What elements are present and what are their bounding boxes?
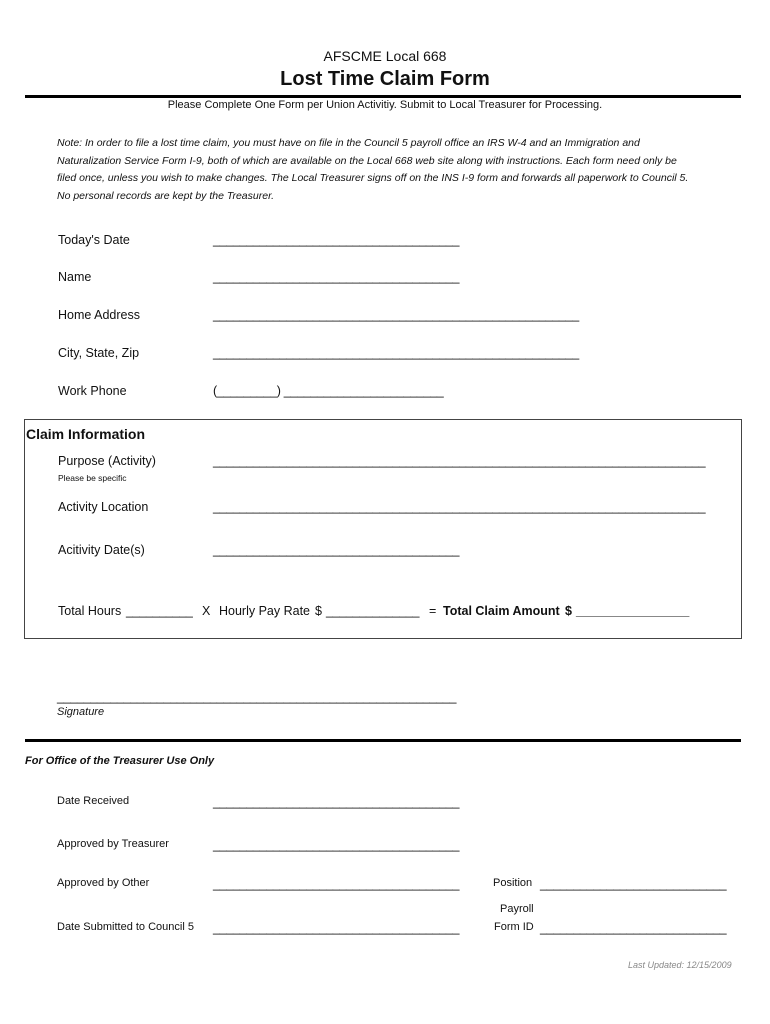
equals-symbol: = [429, 604, 437, 618]
organization-name: AFSCME Local 668 [323, 48, 447, 64]
total-hours-field[interactable]: __________ [126, 604, 193, 618]
work-phone-field[interactable]: (_________) ________________________ [213, 384, 444, 398]
claim-information-title: Claim Information [26, 426, 146, 442]
city-state-zip-field[interactable]: _______________________________________________________ [213, 346, 579, 360]
instructions-note: Note: In order to file a lost time claim, you must have on file in the Council 5 payroll office an IRS W-4 and an Immigration and Naturalization Service Form I-9, both of which are available on the Local 668 web site along with instructions. Each form need only be filed once, unless you wish to make changes. The Local Treasurer signs off on the INS I-9 form and forwards all paperwork to Council 5. No personal records are kept by the Treasurer. [57, 137, 689, 202]
multiply-symbol: X [202, 604, 211, 618]
last-updated: Last Updated: 12/15/2009 [628, 960, 732, 970]
hourly-rate-label: Hourly Pay Rate [219, 604, 311, 618]
office-use-title: For Office of the Treasurer Use Only [25, 755, 215, 767]
form-subtitle: Please Complete One Form per Union Activitiy. Submit to Local Treasurer for Processing. [167, 99, 603, 111]
home-address-field[interactable]: _______________________________________________________ [213, 308, 579, 322]
signature-field[interactable]: ____________________________________________________________ [57, 690, 457, 704]
purpose-hint: Please be specific [58, 473, 127, 483]
name-label: Name [58, 270, 92, 284]
form-id-label: Form ID [494, 921, 534, 933]
signature-label: Signature [57, 706, 105, 718]
office-divider [25, 739, 741, 742]
date-received-label: Date Received [57, 795, 130, 807]
position-field[interactable]: ____________________________ [540, 877, 727, 891]
work-phone-label: Work Phone [58, 384, 127, 398]
date-submitted-label: Date Submitted to Council 5 [57, 921, 194, 933]
date-received-field[interactable]: _____________________________________ [213, 795, 460, 809]
approved-by-treasurer-label: Approved by Treasurer [57, 838, 169, 850]
payroll-label: Payroll [500, 903, 534, 915]
form-title: Lost Time Claim Form [280, 68, 490, 90]
purpose-field[interactable]: __________________________________________________________________________ [213, 454, 706, 468]
total-claim-currency: $ [565, 604, 572, 618]
activity-dates-label: Acitivity Date(s) [58, 543, 145, 557]
hourly-rate-currency: $ [315, 604, 322, 618]
date-submitted-field[interactable]: _____________________________________ [213, 921, 460, 935]
hourly-rate-field[interactable]: ______________ [326, 604, 420, 618]
total-hours-label: Total Hours [58, 604, 122, 618]
title-divider [25, 95, 741, 98]
approved-by-treasurer-field[interactable]: _____________________________________ [213, 838, 460, 852]
payroll-form-id-field[interactable]: ____________________________ [540, 921, 727, 935]
total-claim-amount-field[interactable]: _________________ [576, 604, 690, 618]
approved-by-other-label: Approved by Other [57, 877, 150, 889]
total-claim-amount-label: Total Claim Amount [443, 604, 560, 618]
city-state-zip-label: City, State, Zip [58, 346, 140, 360]
activity-dates-field[interactable]: _____________________________________ [213, 543, 460, 557]
activity-location-label: Activity Location [58, 500, 149, 514]
activity-location-field[interactable]: __________________________________________________________________________ [213, 500, 706, 514]
approved-by-other-field[interactable]: _____________________________________ [213, 877, 460, 891]
todays-date-label: Today's Date [58, 233, 130, 247]
name-field[interactable]: _____________________________________ [213, 270, 460, 284]
purpose-label: Purpose (Activity) [58, 454, 156, 468]
todays-date-field[interactable]: _____________________________________ [213, 233, 460, 247]
home-address-label: Home Address [58, 308, 140, 322]
position-label: Position [493, 877, 533, 889]
